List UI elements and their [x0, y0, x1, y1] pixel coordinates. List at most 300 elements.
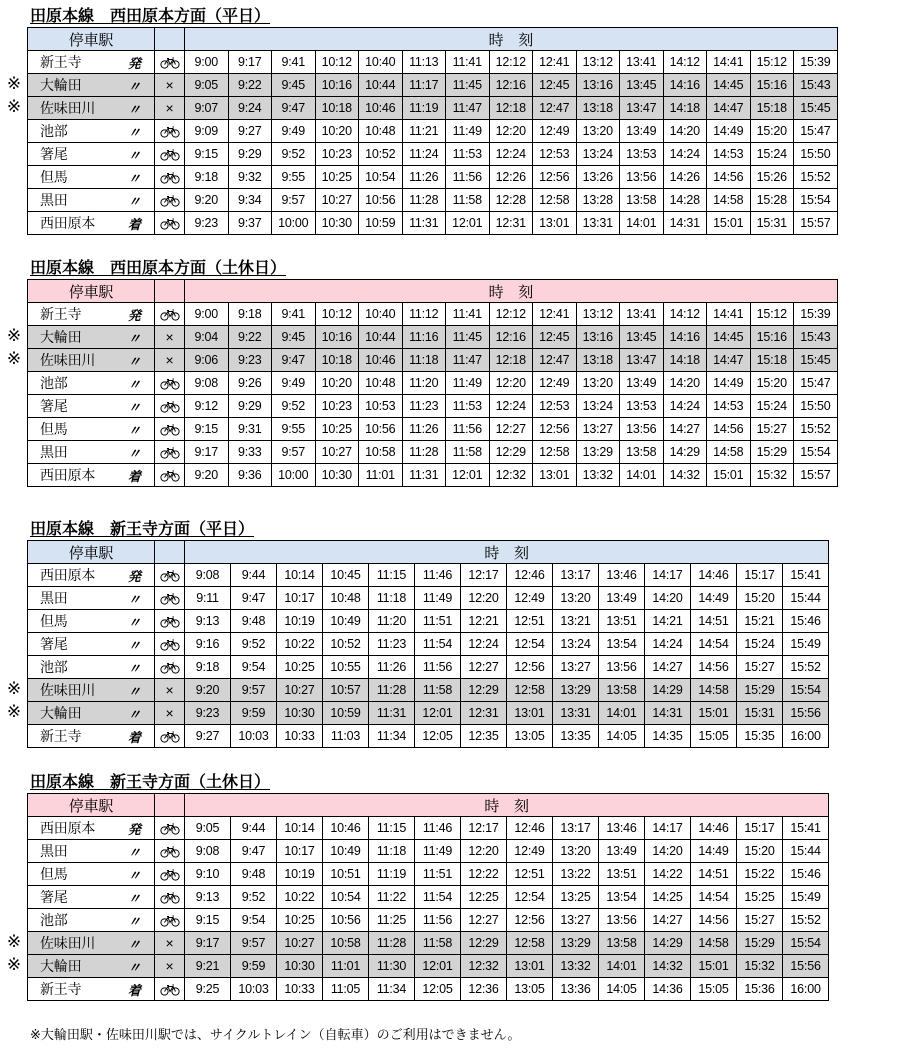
time-cell: 14:32 — [645, 955, 691, 978]
time-cell: 13:56 — [620, 418, 664, 441]
time-cell: 14:18 — [663, 349, 707, 372]
time-cell: 14:27 — [663, 418, 707, 441]
time-cell: 15:01 — [707, 464, 751, 487]
time-cell: 11:23 — [369, 633, 415, 656]
station-mark: 〃 — [115, 189, 155, 212]
time-cell: 15:54 — [794, 189, 838, 212]
station-mark: 〃 — [115, 610, 155, 633]
asterisk-mark: ※ — [6, 326, 22, 346]
time-cell: 9:59 — [231, 702, 277, 725]
time-cell: 9:15 — [185, 143, 229, 166]
time-cell: 11:56 — [415, 909, 461, 932]
time-cell: 9:23 — [185, 702, 231, 725]
station-name: 新王寺 — [28, 725, 115, 748]
time-cell: 14:20 — [663, 372, 707, 395]
time-cell: 12:01 — [446, 464, 490, 487]
time-cell: 15:41 — [783, 817, 829, 840]
time-cell: 10:20 — [315, 372, 359, 395]
time-cell: 11:20 — [402, 372, 446, 395]
time-cell: 15:29 — [737, 679, 783, 702]
time-cell: 13:56 — [599, 909, 645, 932]
time-cell: 13:47 — [620, 349, 664, 372]
time-cell: 10:46 — [323, 817, 369, 840]
time-cell: 13:49 — [599, 840, 645, 863]
time-cell: 12:17 — [461, 817, 507, 840]
bicycle-icon — [155, 978, 185, 1001]
time-cell: 14:41 — [707, 303, 751, 326]
section-title: 田原本線 西田原本方面（平日） — [30, 6, 271, 25]
time-cell: 11:21 — [402, 120, 446, 143]
time-cell: 11:28 — [369, 679, 415, 702]
time-cell: 14:01 — [599, 702, 645, 725]
time-cell: 11:49 — [415, 840, 461, 863]
time-cell: 9:08 — [185, 564, 231, 587]
time-cell: 12:54 — [507, 633, 553, 656]
time-cell: 13:53 — [620, 143, 664, 166]
time-cell: 14:18 — [663, 97, 707, 120]
time-cell: 9:49 — [272, 372, 316, 395]
header-time: 時 刻 — [185, 280, 838, 303]
time-cell: 9:06 — [185, 349, 229, 372]
header-time: 時 刻 — [185, 541, 829, 564]
time-cell: 12:56 — [507, 909, 553, 932]
time-cell: 9:18 — [185, 656, 231, 679]
time-cell: 11:18 — [369, 840, 415, 863]
station-name: 新王寺 — [28, 303, 115, 326]
time-cell: 14:12 — [663, 303, 707, 326]
table-row — [28, 372, 838, 395]
time-cell: 9:27 — [228, 120, 272, 143]
time-cell: 10:19 — [277, 610, 323, 633]
time-cell: 15:05 — [691, 725, 737, 748]
time-cell: 14:54 — [691, 886, 737, 909]
time-cell: 10:48 — [359, 120, 403, 143]
time-cell: 15:35 — [737, 725, 783, 748]
time-cell: 10:49 — [323, 840, 369, 863]
no-bicycle-mark: × — [155, 97, 185, 120]
time-cell: 15:46 — [783, 863, 829, 886]
time-cell: 13:27 — [553, 656, 599, 679]
time-cell: 9:37 — [228, 212, 272, 235]
time-cell: 11:03 — [323, 725, 369, 748]
time-cell: 11:28 — [369, 932, 415, 955]
time-cell: 10:53 — [359, 395, 403, 418]
time-cell: 9:04 — [185, 326, 229, 349]
time-cell: 15:44 — [783, 587, 829, 610]
time-cell: 12:12 — [489, 51, 533, 74]
time-cell: 14:24 — [663, 395, 707, 418]
time-cell: 13:28 — [576, 189, 620, 212]
bicycle-icon — [155, 143, 185, 166]
table-row — [28, 587, 829, 610]
time-cell: 12:29 — [489, 441, 533, 464]
time-cell: 11:20 — [369, 610, 415, 633]
section-title: 田原本線 新王寺方面（土休日） — [30, 772, 271, 791]
station-mark: 〃 — [115, 702, 155, 725]
time-cell: 10:16 — [315, 326, 359, 349]
time-cell: 11:15 — [369, 564, 415, 587]
time-cell: 15:52 — [783, 909, 829, 932]
time-cell: 11:31 — [369, 702, 415, 725]
time-cell: 9:57 — [272, 189, 316, 212]
station-mark: 〃 — [115, 955, 155, 978]
time-cell: 15:52 — [794, 166, 838, 189]
time-cell: 9:08 — [185, 840, 231, 863]
time-cell: 10:18 — [315, 97, 359, 120]
header-time: 時 刻 — [185, 28, 838, 51]
time-cell: 10:44 — [359, 326, 403, 349]
time-cell: 10:58 — [359, 441, 403, 464]
time-cell: 14:31 — [663, 212, 707, 235]
time-cell: 12:22 — [461, 863, 507, 886]
time-cell: 10:52 — [359, 143, 403, 166]
time-cell: 9:22 — [228, 74, 272, 97]
asterisk-mark: ※ — [6, 702, 22, 722]
time-cell: 14:51 — [691, 863, 737, 886]
table-row — [28, 326, 838, 349]
time-cell: 9:07 — [185, 97, 229, 120]
station-name: 西田原本 — [28, 464, 115, 487]
time-cell: 12:24 — [489, 395, 533, 418]
station-name: 池部 — [28, 909, 115, 932]
time-cell: 11:54 — [415, 886, 461, 909]
asterisk-mark: ※ — [6, 97, 22, 117]
time-cell: 12:47 — [533, 349, 577, 372]
table-row — [28, 909, 829, 932]
time-cell: 10:12 — [315, 51, 359, 74]
time-cell: 12:16 — [489, 326, 533, 349]
timetable-weekday-nishitawaramoto — [0, 5, 904, 245]
time-cell: 13:29 — [576, 441, 620, 464]
time-cell: 9:47 — [231, 587, 277, 610]
time-cell: 11:54 — [415, 633, 461, 656]
time-cell: 9:20 — [185, 189, 229, 212]
time-cell: 11:56 — [415, 656, 461, 679]
time-cell: 13:17 — [553, 564, 599, 587]
timetable — [27, 793, 829, 1001]
time-cell: 12:31 — [489, 212, 533, 235]
time-cell: 9:12 — [185, 395, 229, 418]
time-cell: 15:54 — [783, 679, 829, 702]
time-cell: 14:01 — [620, 212, 664, 235]
time-cell: 10:20 — [315, 120, 359, 143]
timetable-weekday-shinoji — [0, 518, 904, 758]
time-cell: 15:01 — [691, 702, 737, 725]
bicycle-icon — [155, 51, 185, 74]
station-mark: 〃 — [115, 120, 155, 143]
table-row — [28, 702, 829, 725]
time-cell: 11:51 — [415, 610, 461, 633]
table-row — [28, 97, 838, 120]
time-cell: 15:49 — [783, 886, 829, 909]
station-mark: 〃 — [115, 418, 155, 441]
station-mark: 〃 — [115, 97, 155, 120]
time-cell: 11:24 — [402, 143, 446, 166]
time-cell: 9:48 — [231, 610, 277, 633]
time-cell: 12:29 — [461, 679, 507, 702]
time-cell: 15:44 — [783, 840, 829, 863]
time-cell: 12:45 — [533, 326, 577, 349]
time-cell: 9:52 — [272, 395, 316, 418]
time-cell: 15:01 — [691, 955, 737, 978]
time-cell: 14:36 — [645, 978, 691, 1001]
bicycle-icon — [155, 633, 185, 656]
time-cell: 15:43 — [794, 326, 838, 349]
time-cell: 13:58 — [620, 441, 664, 464]
time-cell: 11:23 — [402, 395, 446, 418]
time-cell: 12:27 — [461, 656, 507, 679]
time-cell: 13:58 — [620, 189, 664, 212]
time-cell: 11:58 — [446, 441, 490, 464]
time-cell: 11:53 — [446, 143, 490, 166]
time-cell: 14:29 — [663, 441, 707, 464]
station-mark: 〃 — [115, 886, 155, 909]
time-cell: 9:22 — [228, 326, 272, 349]
time-cell: 13:41 — [620, 51, 664, 74]
time-cell: 15:36 — [737, 978, 783, 1001]
time-cell: 15:22 — [737, 863, 783, 886]
time-cell: 9:29 — [228, 395, 272, 418]
header-time: 時 刻 — [185, 794, 829, 817]
station-mark: 〃 — [115, 656, 155, 679]
header-station: 停車駅 — [28, 541, 155, 564]
time-cell: 9:26 — [228, 372, 272, 395]
time-cell: 10:56 — [359, 189, 403, 212]
time-cell: 10:30 — [277, 702, 323, 725]
station-mark: 着 — [115, 978, 155, 1001]
time-cell: 12:05 — [415, 978, 461, 1001]
time-cell: 13:16 — [576, 326, 620, 349]
time-cell: 12:17 — [461, 564, 507, 587]
station-name: 佐味田川 — [28, 97, 115, 120]
asterisk-mark: ※ — [6, 679, 22, 699]
time-cell: 15:27 — [737, 656, 783, 679]
time-cell: 13:12 — [576, 303, 620, 326]
time-cell: 14:49 — [691, 587, 737, 610]
station-mark: 〃 — [115, 932, 155, 955]
time-cell: 11:56 — [446, 166, 490, 189]
time-cell: 10:46 — [359, 349, 403, 372]
time-cell: 9:45 — [272, 74, 316, 97]
time-cell: 11:47 — [446, 349, 490, 372]
bicycle-icon — [155, 418, 185, 441]
station-name: 佐味田川 — [28, 679, 115, 702]
timetable-holiday-shinoji — [0, 771, 904, 1011]
time-cell: 11:17 — [402, 74, 446, 97]
time-cell: 13:18 — [576, 97, 620, 120]
time-cell: 11:28 — [402, 189, 446, 212]
time-cell: 11:01 — [359, 464, 403, 487]
time-cell: 13:49 — [620, 120, 664, 143]
time-cell: 14:20 — [645, 587, 691, 610]
time-cell: 12:45 — [533, 74, 577, 97]
time-cell: 14:29 — [645, 679, 691, 702]
time-cell: 9:21 — [185, 955, 231, 978]
time-cell: 10:14 — [277, 564, 323, 587]
time-cell: 9:45 — [272, 326, 316, 349]
time-cell: 14:01 — [599, 955, 645, 978]
station-name: 箸尾 — [28, 633, 115, 656]
time-cell: 13:01 — [533, 212, 577, 235]
bicycle-icon — [155, 725, 185, 748]
time-cell: 14:47 — [707, 349, 751, 372]
time-cell: 15:20 — [750, 120, 794, 143]
bicycle-icon — [155, 441, 185, 464]
time-cell: 12:20 — [489, 120, 533, 143]
time-cell: 12:53 — [533, 143, 577, 166]
station-mark: 〃 — [115, 395, 155, 418]
station-mark: 〃 — [115, 863, 155, 886]
time-cell: 12:20 — [461, 587, 507, 610]
station-mark: 発 — [115, 303, 155, 326]
time-cell: 14:53 — [707, 395, 751, 418]
time-cell: 10:48 — [359, 372, 403, 395]
time-cell: 15:20 — [737, 840, 783, 863]
time-cell: 10:14 — [277, 817, 323, 840]
station-mark: 〃 — [115, 441, 155, 464]
time-cell: 11:58 — [446, 189, 490, 212]
time-cell: 9:27 — [185, 725, 231, 748]
time-cell: 9:34 — [228, 189, 272, 212]
time-cell: 14:46 — [691, 817, 737, 840]
time-cell: 13:22 — [553, 863, 599, 886]
time-cell: 10:54 — [323, 886, 369, 909]
time-cell: 12:56 — [533, 166, 577, 189]
time-cell: 10:17 — [277, 587, 323, 610]
time-cell: 9:57 — [272, 441, 316, 464]
time-cell: 13:31 — [553, 702, 599, 725]
time-cell: 14:58 — [691, 932, 737, 955]
time-cell: 10:58 — [323, 932, 369, 955]
table-row — [28, 418, 838, 441]
time-cell: 10:25 — [277, 656, 323, 679]
time-cell: 13:05 — [507, 725, 553, 748]
station-name: 西田原本 — [28, 212, 115, 235]
time-cell: 15:47 — [794, 372, 838, 395]
station-mark: 〃 — [115, 326, 155, 349]
time-cell: 10:49 — [323, 610, 369, 633]
station-name: 新王寺 — [28, 978, 115, 1001]
time-cell: 11:49 — [446, 120, 490, 143]
time-cell: 9:57 — [231, 679, 277, 702]
table-row — [28, 120, 838, 143]
timetable — [27, 540, 829, 748]
header-station: 停車駅 — [28, 28, 155, 51]
timetable — [27, 279, 838, 487]
time-cell: 13:54 — [599, 886, 645, 909]
time-cell: 9:13 — [185, 610, 231, 633]
time-cell: 11:18 — [369, 587, 415, 610]
time-cell: 11:46 — [415, 817, 461, 840]
time-cell: 13:45 — [620, 74, 664, 97]
time-cell: 11:46 — [415, 564, 461, 587]
time-cell: 12:35 — [461, 725, 507, 748]
station-name: 箸尾 — [28, 143, 115, 166]
time-cell: 12:24 — [461, 633, 507, 656]
time-cell: 13:16 — [576, 74, 620, 97]
time-cell: 14:53 — [707, 143, 751, 166]
time-cell: 14:28 — [663, 189, 707, 212]
time-cell: 12:21 — [461, 610, 507, 633]
time-cell: 12:25 — [461, 886, 507, 909]
time-cell: 10:25 — [315, 166, 359, 189]
time-cell: 12:12 — [489, 303, 533, 326]
table-row — [28, 74, 838, 97]
time-cell: 14:22 — [645, 863, 691, 886]
table-row — [28, 564, 829, 587]
time-cell: 10:59 — [323, 702, 369, 725]
time-cell: 11:28 — [402, 441, 446, 464]
time-cell: 15:27 — [737, 909, 783, 932]
no-bicycle-mark: × — [155, 74, 185, 97]
time-cell: 12:58 — [533, 189, 577, 212]
time-cell: 13:47 — [620, 97, 664, 120]
time-cell: 11:12 — [402, 303, 446, 326]
station-name: 佐味田川 — [28, 349, 115, 372]
time-cell: 12:51 — [507, 610, 553, 633]
table-row — [28, 633, 829, 656]
time-cell: 15:29 — [737, 932, 783, 955]
table-row — [28, 395, 838, 418]
time-cell: 10:59 — [359, 212, 403, 235]
time-cell: 15:31 — [750, 212, 794, 235]
time-cell: 9:57 — [231, 932, 277, 955]
bicycle-icon — [155, 817, 185, 840]
time-cell: 10:27 — [315, 189, 359, 212]
time-cell: 11:05 — [323, 978, 369, 1001]
time-cell: 13:35 — [553, 725, 599, 748]
time-cell: 9:15 — [185, 909, 231, 932]
table-row — [28, 166, 838, 189]
time-cell: 11:45 — [446, 74, 490, 97]
station-name: 黒田 — [28, 587, 115, 610]
time-cell: 9:18 — [228, 303, 272, 326]
time-cell: 15:01 — [707, 212, 751, 235]
time-cell: 14:24 — [645, 633, 691, 656]
time-cell: 14:58 — [707, 189, 751, 212]
time-cell: 12:36 — [461, 978, 507, 1001]
header-bike-col — [155, 28, 185, 51]
time-cell: 15:46 — [783, 610, 829, 633]
bicycle-icon — [155, 120, 185, 143]
time-cell: 14:25 — [645, 886, 691, 909]
time-cell: 9:11 — [185, 587, 231, 610]
time-cell: 15:41 — [783, 564, 829, 587]
time-cell: 13:24 — [576, 143, 620, 166]
time-cell: 15:28 — [750, 189, 794, 212]
time-cell: 14:16 — [663, 74, 707, 97]
time-cell: 11:41 — [446, 303, 490, 326]
time-cell: 10:27 — [277, 679, 323, 702]
time-cell: 11:58 — [415, 932, 461, 955]
time-cell: 9:00 — [185, 51, 229, 74]
time-cell: 15:18 — [750, 349, 794, 372]
time-cell: 10:48 — [323, 587, 369, 610]
time-cell: 10:17 — [277, 840, 323, 863]
time-cell: 11:49 — [415, 587, 461, 610]
time-cell: 13:18 — [576, 349, 620, 372]
time-cell: 10:30 — [277, 955, 323, 978]
time-cell: 12:47 — [533, 97, 577, 120]
station-mark: 〃 — [115, 840, 155, 863]
time-cell: 10:46 — [359, 97, 403, 120]
time-cell: 11:26 — [402, 166, 446, 189]
time-cell: 11:25 — [369, 909, 415, 932]
time-cell: 9:59 — [231, 955, 277, 978]
table-row — [28, 978, 829, 1001]
time-cell: 10:23 — [315, 143, 359, 166]
time-cell: 13:29 — [553, 932, 599, 955]
